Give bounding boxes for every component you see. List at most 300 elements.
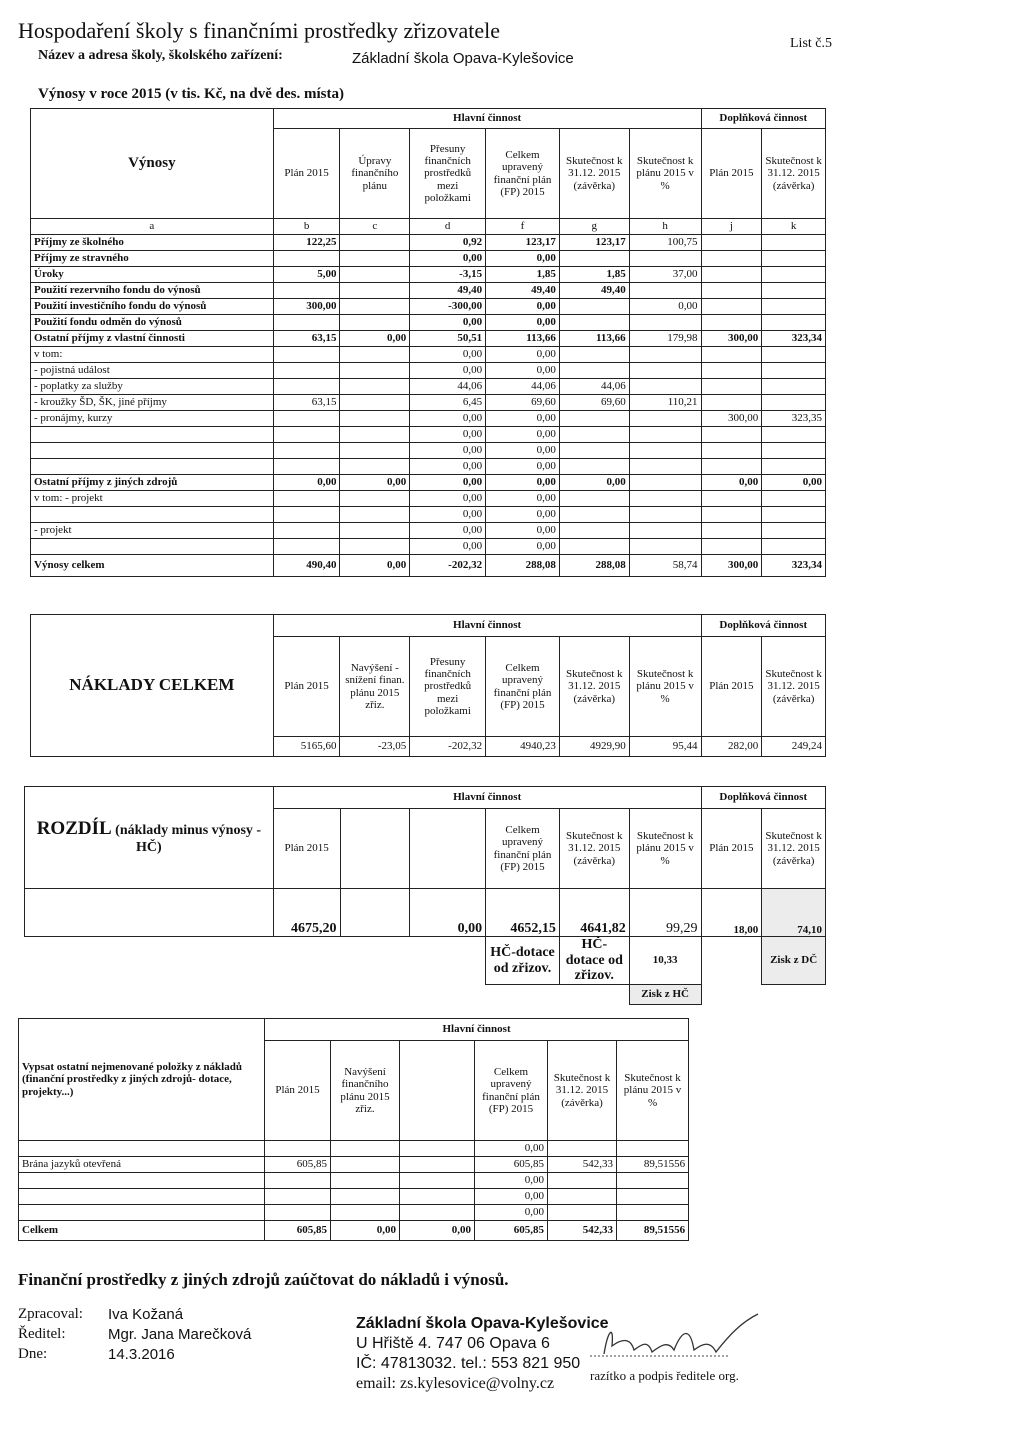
total-cell: 605,85 xyxy=(475,1221,548,1241)
table-cell: 123,17 xyxy=(559,235,629,251)
table-cell xyxy=(340,411,410,427)
revenue-col-header: Skutečnost k 31.12. 2015 (závěrka) xyxy=(762,129,826,219)
table-cell xyxy=(273,283,340,299)
table-cell xyxy=(629,427,701,443)
table-cell xyxy=(559,507,629,523)
row-label: - pronájmy, kurzy xyxy=(31,411,274,427)
table-cell: 0,00 xyxy=(486,539,560,555)
prepared-by-label: Zpracoval: xyxy=(18,1306,83,1322)
table-cell xyxy=(617,1141,689,1157)
stamp-note: razítko a podpis ředitele org. xyxy=(590,1368,739,1383)
table-cell xyxy=(273,507,340,523)
table-cell: 0,00 xyxy=(486,443,560,459)
table-row xyxy=(19,1173,689,1189)
table-cell xyxy=(701,539,762,555)
table-cell xyxy=(629,347,701,363)
row-label xyxy=(19,1205,265,1221)
table-cell xyxy=(273,347,340,363)
difference-label-sub: (náklady minus výnosy - HČ) xyxy=(115,823,262,856)
difference-actual: 4641,82 xyxy=(559,889,629,937)
table-cell xyxy=(340,315,410,331)
table-cell xyxy=(273,251,340,267)
table-cell: 300,00 xyxy=(701,331,762,347)
table-row xyxy=(31,507,826,523)
table-row xyxy=(31,491,826,507)
table-cell xyxy=(559,347,629,363)
row-label xyxy=(31,427,274,443)
table-cell: 44,06 xyxy=(559,379,629,395)
costs-extra-header: Doplňková činnost xyxy=(701,615,825,637)
table-cell: 0,00 xyxy=(410,539,486,555)
total-label: Celkem xyxy=(19,1221,265,1241)
table-cell: 0,00 xyxy=(340,331,410,347)
other-col-actual: Skutečnost k 31.12. 2015 (závěrka) xyxy=(548,1041,617,1141)
table-cell xyxy=(559,299,629,315)
total-cell: 490,40 xyxy=(273,555,340,577)
table-cell: 0,00 xyxy=(340,475,410,491)
difference-label-main: ROZDÍL xyxy=(36,818,112,840)
school-name: Základní škola Opava-Kylešovice xyxy=(352,50,574,67)
school-stamp xyxy=(356,1314,609,1394)
table-cell xyxy=(629,379,701,395)
table-cell: 0,00 xyxy=(475,1189,548,1205)
total-cell: 288,08 xyxy=(559,555,629,577)
row-label: Použití fondu odměn do výnosů xyxy=(31,315,274,331)
table-cell xyxy=(559,539,629,555)
difference-plan: 4675,20 xyxy=(273,889,340,937)
table-cell: 0,00 xyxy=(410,347,486,363)
table-cell: 0,00 xyxy=(410,459,486,475)
table-cell xyxy=(762,315,826,331)
row-label: Příjmy ze stravného xyxy=(31,251,274,267)
table-cell: 0,00 xyxy=(486,299,560,315)
table-cell xyxy=(701,267,762,283)
table-cell xyxy=(340,235,410,251)
table-cell: 69,60 xyxy=(486,395,560,411)
table-row xyxy=(19,1141,689,1157)
total-cell: 58,74 xyxy=(629,555,701,577)
table-cell xyxy=(559,523,629,539)
row-label xyxy=(31,443,274,459)
table-cell xyxy=(331,1205,400,1221)
table-cell: 179,98 xyxy=(629,331,701,347)
table-cell xyxy=(701,251,762,267)
dotace-value: 10,33 xyxy=(629,937,701,985)
table-cell xyxy=(340,395,410,411)
spacer xyxy=(273,985,340,1005)
other-col-fp: Celkem upravený finanční plán (FP) 2015 xyxy=(475,1041,548,1141)
table-cell xyxy=(331,1141,400,1157)
table-cell xyxy=(762,347,826,363)
table-cell xyxy=(340,347,410,363)
difference-extra-header: Doplňková činnost xyxy=(701,787,825,809)
prepared-by: Iva Kožaná xyxy=(108,1306,184,1323)
costs-value: 95,44 xyxy=(629,737,701,757)
zisk-hc-label: Zisk z HČ xyxy=(629,985,701,1005)
dotace-label-1: HČ-dotace od zřizov. xyxy=(486,937,560,985)
table-row xyxy=(31,379,826,395)
revenue-col-header: Skutečnost k 31.12. 2015 (závěrka) xyxy=(559,129,629,219)
table-row xyxy=(31,283,826,299)
table-cell xyxy=(762,283,826,299)
difference-col-extra-plan: Plán 2015 xyxy=(701,809,762,889)
table-cell: 300,00 xyxy=(273,299,340,315)
table-cell xyxy=(629,523,701,539)
table-cell xyxy=(548,1173,617,1189)
table-row xyxy=(31,251,826,267)
table-cell xyxy=(701,395,762,411)
table-cell: 0,00 xyxy=(486,523,560,539)
table-cell xyxy=(273,315,340,331)
table-cell: 122,25 xyxy=(273,235,340,251)
difference-col-empty2 xyxy=(410,809,486,889)
table-cell: 323,34 xyxy=(762,331,826,347)
table-cell: 113,66 xyxy=(486,331,560,347)
table-row xyxy=(31,411,826,427)
costs-col-header: Celkem upravený finanční plán (FP) 2015 xyxy=(486,637,560,737)
revenue-col-letter: f xyxy=(486,219,560,235)
table-cell xyxy=(559,411,629,427)
table-cell xyxy=(617,1173,689,1189)
row-label: Ostatní příjmy z vlastní činnosti xyxy=(31,331,274,347)
table-cell xyxy=(340,427,410,443)
costs-main-header: Hlavní činnost xyxy=(273,615,701,637)
revenue-col-header: Plán 2015 xyxy=(273,129,340,219)
table-cell xyxy=(629,363,701,379)
revenue-col-letter: g xyxy=(559,219,629,235)
table-cell xyxy=(400,1173,475,1189)
revenue-header-label: Výnosy xyxy=(31,109,274,219)
table-row xyxy=(31,539,826,555)
table-cell: 0,00 xyxy=(410,315,486,331)
table-cell: 110,21 xyxy=(629,395,701,411)
table-cell xyxy=(400,1189,475,1205)
table-cell xyxy=(762,443,826,459)
table-row xyxy=(31,523,826,539)
costs-value: 282,00 xyxy=(701,737,762,757)
other-items-table xyxy=(18,1018,689,1241)
table-cell xyxy=(762,379,826,395)
row-label: Ostatní příjmy z jiných zdrojů xyxy=(31,475,274,491)
difference-main-header: Hlavní činnost xyxy=(273,787,701,809)
row-label: Brána jazyků otevřená xyxy=(19,1157,265,1173)
table-cell: 0,00 xyxy=(559,475,629,491)
table-cell xyxy=(629,283,701,299)
table-cell xyxy=(559,459,629,475)
table-cell xyxy=(629,539,701,555)
row-label xyxy=(19,1141,265,1157)
zisk-dc-label: Zisk z DČ xyxy=(762,937,826,985)
table-cell: 37,00 xyxy=(629,267,701,283)
table-row xyxy=(19,1157,689,1173)
table-cell xyxy=(400,1157,475,1173)
stamp-line-3: IČ: 47813032. tel.: 553 821 950 xyxy=(356,1355,581,1372)
table-row xyxy=(31,395,826,411)
table-cell xyxy=(701,283,762,299)
row-label: Příjmy ze školného xyxy=(31,235,274,251)
table-cell xyxy=(762,539,826,555)
total-cell: 542,33 xyxy=(548,1221,617,1241)
table-cell: 123,17 xyxy=(486,235,560,251)
difference-col-fp: Celkem upravený finanční plán (FP) 2015 xyxy=(486,809,560,889)
other-items-label: Vypsat ostatní nejmenované položky z nákladů (finanční prostředky z jiných zdrojů- dotace, projekty...) xyxy=(19,1019,265,1141)
table-cell: 0,00 xyxy=(486,459,560,475)
costs-value: 249,24 xyxy=(762,737,826,757)
table-cell xyxy=(629,491,701,507)
table-cell xyxy=(701,347,762,363)
table-cell xyxy=(340,507,410,523)
school-label: Název a adresa školy, školského zařízení: xyxy=(38,48,283,63)
difference-extra-actual: 74,10 xyxy=(762,889,826,937)
table-cell: 0,00 xyxy=(410,251,486,267)
table-cell: 0,00 xyxy=(629,299,701,315)
table-cell xyxy=(629,443,701,459)
table-cell: 49,40 xyxy=(486,283,560,299)
table-cell: 50,51 xyxy=(410,331,486,347)
table-cell xyxy=(273,379,340,395)
row-label xyxy=(19,1173,265,1189)
table-cell xyxy=(265,1173,331,1189)
table-row xyxy=(31,315,826,331)
table-cell xyxy=(340,299,410,315)
table-cell xyxy=(701,443,762,459)
table-cell xyxy=(701,379,762,395)
table-cell xyxy=(701,459,762,475)
other-col-percent: Skutečnost k plánu 2015 v % xyxy=(617,1041,689,1141)
costs-col-header: Skutečnost k plánu 2015 v % xyxy=(629,637,701,737)
table-cell: 0,00 xyxy=(486,347,560,363)
table-cell xyxy=(548,1141,617,1157)
table-cell: 0,00 xyxy=(273,475,340,491)
table-cell xyxy=(762,427,826,443)
table-cell xyxy=(701,363,762,379)
costs-label: NÁKLADY CELKEM xyxy=(31,615,274,757)
row-label xyxy=(19,1189,265,1205)
table-cell: 69,60 xyxy=(559,395,629,411)
table-row xyxy=(19,1189,689,1205)
difference-extra-plan: 18,00 xyxy=(701,889,762,937)
table-cell: 0,00 xyxy=(486,363,560,379)
row-label: - kroužky ŠD, ŠK, jiné příjmy xyxy=(31,395,274,411)
date-label: Dne: xyxy=(18,1346,48,1362)
table-cell: 0,00 xyxy=(410,507,486,523)
table-cell xyxy=(762,491,826,507)
difference-col-percent: Skutečnost k plánu 2015 v % xyxy=(629,809,701,889)
costs-value: 5165,60 xyxy=(273,737,340,757)
row-label: Použití rezervního fondu do výnosů xyxy=(31,283,274,299)
dotace-label-2: HČ-dotace od zřizov. xyxy=(559,937,629,985)
table-cell: 300,00 xyxy=(701,411,762,427)
table-cell xyxy=(559,315,629,331)
costs-col-header: Plán 2015 xyxy=(701,637,762,737)
table-cell xyxy=(559,491,629,507)
other-col-increase: Navýšení finančního plánu 2015 zřiz. xyxy=(331,1041,400,1141)
row-label: - projekt xyxy=(31,523,274,539)
costs-col-header: Plán 2015 xyxy=(273,637,340,737)
costs-col-header: Skutečnost k 31.12. 2015 (závěrka) xyxy=(762,637,826,737)
table-cell xyxy=(331,1173,400,1189)
table-cell: 0,00 xyxy=(486,427,560,443)
table-row xyxy=(31,475,826,491)
table-cell xyxy=(273,363,340,379)
table-cell xyxy=(273,427,340,443)
difference-moves: 0,00 xyxy=(410,889,486,937)
difference-blank2 xyxy=(340,889,410,937)
total-cell: 323,34 xyxy=(762,555,826,577)
table-row xyxy=(31,443,826,459)
table-row xyxy=(31,299,826,315)
table-cell: 113,66 xyxy=(559,331,629,347)
table-cell xyxy=(629,475,701,491)
table-cell xyxy=(340,251,410,267)
table-cell: 63,15 xyxy=(273,331,340,347)
spacer xyxy=(486,985,560,1005)
table-cell xyxy=(340,379,410,395)
table-cell xyxy=(762,267,826,283)
difference-col-actual: Skutečnost k 31.12. 2015 (závěrka) xyxy=(559,809,629,889)
table-cell xyxy=(701,491,762,507)
table-cell xyxy=(331,1189,400,1205)
extra-activity-header: Doplňková činnost xyxy=(701,109,825,129)
date: 14.3.2016 xyxy=(108,1346,175,1363)
stamp-line-2: U Hřiště 4. 747 06 Opava 6 xyxy=(356,1335,550,1352)
table-cell xyxy=(629,507,701,523)
table-cell xyxy=(559,363,629,379)
table-cell: 0,00 xyxy=(486,475,560,491)
table-cell xyxy=(340,267,410,283)
difference-percent: 99,29 xyxy=(629,889,701,937)
table-cell xyxy=(340,459,410,475)
costs-col-header: Skutečnost k 31.12. 2015 (závěrka) xyxy=(559,637,629,737)
table-cell xyxy=(701,299,762,315)
spacer xyxy=(340,937,410,985)
sheet-number: List č.5 xyxy=(790,36,832,51)
revenue-col-header: Přesuny finančních prostředků mezi položkami xyxy=(410,129,486,219)
difference-col-empty1 xyxy=(340,809,410,889)
table-cell: 0,00 xyxy=(410,443,486,459)
table-cell: 0,00 xyxy=(486,251,560,267)
revenue-col-header: Celkem upravený finanční plán (FP) 2015 xyxy=(486,129,560,219)
table-cell xyxy=(617,1189,689,1205)
table-cell xyxy=(701,507,762,523)
table-cell: 0,00 xyxy=(486,315,560,331)
table-cell: 0,00 xyxy=(475,1141,548,1157)
spacer xyxy=(410,937,486,985)
table-cell xyxy=(629,459,701,475)
row-label xyxy=(31,507,274,523)
other-col-plan: Plán 2015 xyxy=(265,1041,331,1141)
total-cell: 89,51556 xyxy=(617,1221,689,1241)
table-cell xyxy=(701,427,762,443)
table-cell xyxy=(340,443,410,459)
table-cell xyxy=(559,427,629,443)
signature xyxy=(590,1310,770,1366)
table-cell: 0,00 xyxy=(486,491,560,507)
table-cell xyxy=(340,523,410,539)
row-label: v tom: - projekt xyxy=(31,491,274,507)
footer-note: Finanční prostředky z jiných zdrojů zaúčtovat do nákladů i výnosů. xyxy=(18,1270,509,1289)
costs-value: -23,05 xyxy=(340,737,410,757)
table-cell: 605,85 xyxy=(265,1157,331,1173)
table-cell: 0,00 xyxy=(486,411,560,427)
spacer xyxy=(701,937,762,985)
table-cell xyxy=(273,539,340,555)
table-cell xyxy=(701,235,762,251)
total-cell: 0,00 xyxy=(400,1221,475,1241)
row-label: Použití investičního fondu do výnosů xyxy=(31,299,274,315)
table-cell xyxy=(762,507,826,523)
section-title: Výnosy v roce 2015 (v tis. Kč, na dvě des. místa) xyxy=(38,86,344,102)
stamp-line-1: Základní škola Opava-Kylešovice xyxy=(356,1315,609,1332)
spacer xyxy=(25,985,274,1005)
revenue-table xyxy=(30,108,826,577)
table-row xyxy=(31,347,826,363)
table-cell xyxy=(762,299,826,315)
row-label: v tom: xyxy=(31,347,274,363)
table-cell: 542,33 xyxy=(548,1157,617,1173)
table-cell xyxy=(548,1189,617,1205)
table-row xyxy=(31,459,826,475)
table-cell xyxy=(629,411,701,427)
table-cell: 44,06 xyxy=(486,379,560,395)
revenue-col-letter: a xyxy=(31,219,274,235)
costs-value: 4929,90 xyxy=(559,737,629,757)
table-cell: 49,40 xyxy=(559,283,629,299)
table-cell xyxy=(548,1205,617,1221)
table-cell: 0,00 xyxy=(762,475,826,491)
table-cell xyxy=(265,1205,331,1221)
table-row xyxy=(31,363,826,379)
table-cell xyxy=(762,235,826,251)
table-cell xyxy=(762,523,826,539)
difference-label xyxy=(25,787,274,889)
table-cell xyxy=(340,491,410,507)
table-cell: 0,00 xyxy=(410,523,486,539)
table-cell xyxy=(265,1189,331,1205)
difference-col-extra-actual: Skutečnost k 31.12. 2015 (závěrka) xyxy=(762,809,826,889)
costs-col-header: Navýšení - snížení finan. plánu 2015 zřiz. xyxy=(340,637,410,737)
table-cell: 0,00 xyxy=(475,1173,548,1189)
table-cell xyxy=(265,1141,331,1157)
spacer xyxy=(340,985,410,1005)
row-label: Úroky xyxy=(31,267,274,283)
table-cell: -3,15 xyxy=(410,267,486,283)
table-cell xyxy=(340,283,410,299)
table-row xyxy=(31,331,826,347)
table-cell: 1,85 xyxy=(559,267,629,283)
spacer xyxy=(559,985,629,1005)
total-cell: 605,85 xyxy=(265,1221,331,1241)
table-row xyxy=(31,267,826,283)
revenue-col-letter: b xyxy=(273,219,340,235)
table-row xyxy=(19,1205,689,1221)
other-col-empty xyxy=(400,1041,475,1141)
table-cell xyxy=(273,523,340,539)
table-cell: 44,06 xyxy=(410,379,486,395)
revenue-col-letter: k xyxy=(762,219,826,235)
table-cell xyxy=(340,363,410,379)
table-cell xyxy=(400,1205,475,1221)
costs-table xyxy=(30,614,826,757)
table-cell xyxy=(762,395,826,411)
table-cell: 0,00 xyxy=(410,427,486,443)
table-cell: 1,85 xyxy=(486,267,560,283)
table-cell: 0,92 xyxy=(410,235,486,251)
table-cell xyxy=(629,315,701,331)
table-cell xyxy=(273,491,340,507)
table-cell: 5,00 xyxy=(273,267,340,283)
table-cell xyxy=(629,251,701,267)
